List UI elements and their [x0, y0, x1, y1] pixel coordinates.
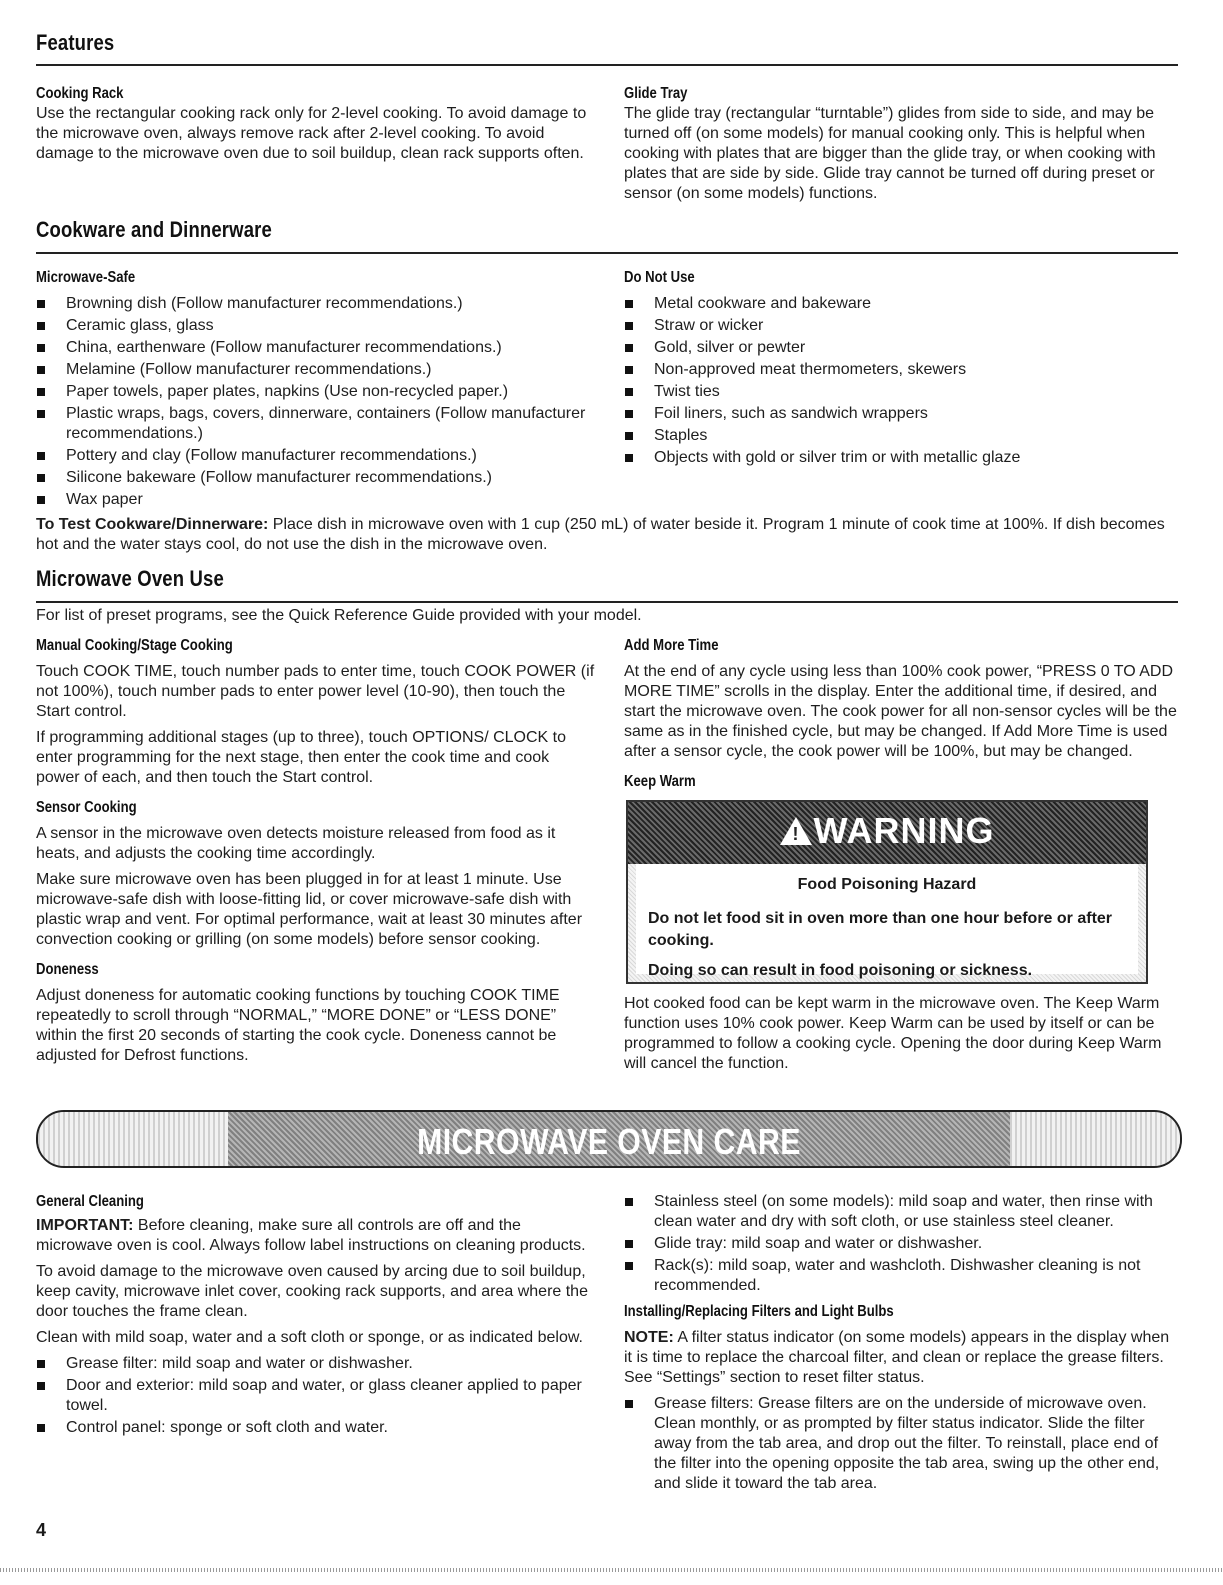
list-item: [624, 338, 1179, 358]
care-banner-title: MICROWAVE OVEN CARE: [417, 1121, 801, 1162]
cleaning-list-left: [36, 1354, 596, 1438]
bullet-icon: [625, 1198, 633, 1206]
bullet-icon: [37, 344, 45, 352]
add-more-time-p1: At the end of any cycle using less than 100% cook power, “PRESS 0 TO ADD MORE TIME” scrolls in the display. Enter the additional time, if desired, and start the microwave oven. The cook power for all non-sensor cycles will be the same as in the finished cycle, but may be changed. If Add More Time is used after a sensor cycle, the cook power will be 100%, but may be changed.: [624, 663, 1177, 760]
bullet-icon: [37, 1382, 45, 1390]
sensor-cooking-p2: Make sure microwave oven has been plugged in for at least 1 minute. Use microwave-safe dish with loose-fitting lid, or cover microwave-safe dish with plastic wrap and vent. For optimal performance, wait at least 30 minutes after convection cooking or grilling (on some models) before sensor cooking.: [36, 871, 583, 948]
general-cleaning-p2: To avoid damage to the microwave oven caused by arcing due to soil buildup, keep cavity, microwave inlet cover, cooking rack supports, and area where the door touches the frame clean.: [36, 1263, 588, 1320]
do-not-use-heading: Do Not Use: [624, 269, 695, 286]
microwave-safe-heading: Microwave-Safe: [36, 269, 136, 286]
bullet-icon: [625, 322, 633, 330]
list-item-text: Metal cookware and bakeware: [654, 295, 872, 312]
test-cookware-paragraph: [36, 515, 1181, 555]
warning-box: [626, 800, 1148, 984]
cleaning-list-right: [624, 1192, 1179, 1296]
list-item-text: Staples: [654, 427, 708, 444]
sensor-cooking-heading: Sensor Cooking: [36, 799, 137, 816]
test-cookware-label: To Test Cookware/Dinnerware:: [36, 516, 269, 533]
features-title: Features: [36, 30, 115, 55]
cooking-rack-heading: Cooking Rack: [36, 85, 124, 102]
list-item-text: Twist ties: [654, 383, 720, 400]
list-item-text: Ceramic glass, glass: [66, 317, 214, 334]
list-item-text: Foil liners, such as sandwich wrappers: [654, 405, 928, 422]
list-item: [36, 316, 596, 336]
important-paragraph: [36, 1216, 596, 1256]
list-item: [36, 338, 596, 358]
bullet-icon: [625, 1400, 633, 1408]
list-item: [36, 1418, 596, 1438]
list-item-text: Silicone bakeware (Follow manufacturer recommendations.): [66, 469, 492, 486]
list-item: [36, 382, 596, 402]
page-number: 4: [36, 1520, 47, 1540]
filters-note-label: NOTE:: [624, 1329, 674, 1346]
oven-use-rule: [36, 601, 1178, 603]
list-item-text: Gold, silver or pewter: [654, 339, 806, 356]
manual-cooking-heading: Manual Cooking/Stage Cooking: [36, 637, 233, 654]
test-cookware-text: Place dish in microwave oven with 1 cup (250 mL) of water beside it. Program 1 minute of cook time at 100%. If dish becomes hot and the water stays cool, do not use the dish in the microwave oven.: [36, 516, 1165, 553]
do-not-use-list: [624, 294, 1179, 468]
list-item-text: Door and exterior: mild soap and water, or glass cleaner applied to paper towel.: [66, 1377, 582, 1414]
manual-cooking-p1: Touch COOK TIME, touch number pads to enter time, touch COOK POWER (if not 100%), touch number pads to enter power level (10-90), then touch the Start control.: [36, 663, 595, 720]
bullet-icon: [625, 300, 633, 308]
warning-word: WARNING: [813, 810, 995, 851]
list-item-text: China, earthenware (Follow manufacturer recommendations.): [66, 339, 502, 356]
list-item-text: Pottery and clay (Follow manufacturer recommendations.): [66, 447, 477, 464]
list-item-text: Plastic wraps, bags, covers, dinnerware, containers (Follow manufacturer recommendations.): [66, 405, 586, 442]
bullet-icon: [37, 1424, 45, 1432]
filters-note-text: A filter status indicator (on some models) appears in the display when it is time to replace the charcoal filter, and clean or replace the grease filters. See “Settings” section to reset filter status.: [624, 1329, 1170, 1386]
microwave-safe-section: [36, 268, 596, 512]
list-item: [624, 448, 1179, 468]
general-cleaning-p3: Clean with mild soap, water and a soft cloth or sponge, or as indicated below.: [36, 1329, 583, 1346]
cooking-rack-section: [36, 84, 596, 170]
list-item: [624, 316, 1179, 336]
list-item-text: Paper towels, paper plates, napkins (Use non-recycled paper.): [66, 383, 509, 400]
glide-tray-section: [624, 84, 1179, 210]
bullet-icon: [625, 366, 633, 374]
bullet-icon: [37, 366, 45, 374]
bullet-icon: [625, 410, 633, 418]
list-item-text: Objects with gold or silver trim or with metallic glaze: [654, 449, 1021, 466]
list-item: [36, 468, 596, 488]
list-item: [624, 426, 1179, 446]
list-item: [36, 404, 596, 444]
list-item: [624, 1192, 1179, 1232]
oven-use-title: Microwave Oven Use: [36, 566, 224, 591]
bullet-icon: [625, 1262, 633, 1270]
list-item: [36, 446, 596, 466]
list-item-text: Melamine (Follow manufacturer recommendations.): [66, 361, 432, 378]
manual-cooking-p2: If programming additional stages (up to three), touch OPTIONS/ CLOCK to enter programming for the next stage, then enter the cook time and cook power of each, and then touch the Start control.: [36, 729, 567, 786]
cookware-rule: [36, 252, 1178, 254]
bullet-icon: [37, 410, 45, 418]
list-item: [36, 294, 596, 314]
list-item-text: Wax paper: [66, 491, 143, 508]
bullet-icon: [37, 474, 45, 482]
list-item-text: Control panel: sponge or soft cloth and water.: [66, 1419, 388, 1436]
doneness-p1: Adjust doneness for automatic cooking functions by touching COOK TIME repeatedly to scroll through “NORMAL,” “MORE DONE” or “LESS DONE” within the first 20 seconds of starting the cook cycle. Doneness cannot be adjusted for Defrost functions.: [36, 987, 560, 1064]
glide-tray-text: The glide tray (rectangular “turntable”) glides from side to side, and may be turned off (on some models) for manual cooking only. This is helpful when cooking with plates that are bigger than the glide tray, or when cooking with plates that are side by side. Glide tray cannot be turned off during preset or sensor (on some models) functions.: [624, 105, 1156, 202]
bullet-icon: [625, 1240, 633, 1248]
oven-use-intro: For list of preset programs, see the Quick Reference Guide provided with your model.: [36, 607, 642, 624]
bullet-icon: [625, 432, 633, 440]
doneness-heading: Doneness: [36, 961, 99, 978]
keep-warm-heading: Keep Warm: [624, 773, 696, 790]
keep-warm-p1: Hot cooked food can be kept warm in the microwave oven. The Keep Warm function uses 10% cook power. Keep Warm can be used by itself or can be programmed to follow a cooking cycle. Opening the door during Keep Warm will cancel the function.: [624, 995, 1162, 1072]
bullet-icon: [625, 454, 633, 462]
cooking-rack-text: Use the rectangular cooking rack only for 2-level cooking. To avoid damage to the microwave oven, always remove rack after 2-level cooking. To avoid damage to the microwave oven due to soil buildup, clean rack supports often.: [36, 105, 587, 162]
do-not-use-section: [624, 268, 1179, 470]
glide-tray-heading: Glide Tray: [624, 85, 688, 102]
bullet-icon: [37, 1360, 45, 1368]
bullet-icon: [37, 452, 45, 460]
list-item: [624, 294, 1179, 314]
oven-use-left-column: [36, 636, 596, 1072]
list-item: [624, 1256, 1179, 1296]
bullet-icon: [37, 322, 45, 330]
warning-hazard: Food Poisoning Hazard: [797, 876, 977, 893]
sensor-cooking-p1: A sensor in the microwave oven detects moisture released from food as it heats, and adjusts the cooking time accordingly.: [36, 825, 556, 862]
general-cleaning-section: [36, 1192, 596, 1440]
filters-note: [624, 1328, 1179, 1388]
warning-line-2: Doing so can result in food poisoning or sickness.: [648, 962, 1033, 979]
add-more-time-heading: Add More Time: [624, 637, 719, 654]
warning-body: [636, 864, 1138, 979]
oven-use-right-column: [624, 636, 1179, 1080]
footer-line: [0, 1568, 1223, 1572]
features-rule: [36, 64, 1178, 66]
list-item: [624, 360, 1179, 380]
list-item-text: Grease filter: mild soap and water or dishwasher.: [66, 1355, 413, 1372]
bullet-icon: [625, 344, 633, 352]
list-item-text: Non-approved meat thermometers, skewers: [654, 361, 967, 378]
list-item: [36, 490, 596, 510]
warning-triangle-icon: !: [780, 817, 812, 845]
warning-line-1: Do not let food sit in oven more than one hour before or after cooking.: [648, 910, 1113, 949]
bullet-icon: [37, 388, 45, 396]
care-banner: [36, 1110, 1182, 1168]
list-item: [624, 1394, 1179, 1494]
list-item: [36, 1376, 596, 1416]
warning-header: [628, 802, 1146, 864]
list-item: [36, 1354, 596, 1374]
list-item-text: Glide tray: mild soap and water or dishwasher.: [654, 1235, 983, 1252]
care-right-column: [624, 1192, 1179, 1496]
general-cleaning-heading: General Cleaning: [36, 1193, 144, 1210]
bullet-icon: [37, 496, 45, 504]
list-item-text: Rack(s): mild soap, water and washcloth. Dishwasher cleaning is not recommended.: [654, 1257, 1141, 1294]
list-item: [624, 1234, 1179, 1254]
filters-heading: Installing/Replacing Filters and Light Bulbs: [624, 1303, 894, 1320]
list-item-text: Browning dish (Follow manufacturer recommendations.): [66, 295, 463, 312]
microwave-safe-list: [36, 294, 596, 510]
list-item: [36, 360, 596, 380]
list-item-text: Straw or wicker: [654, 317, 764, 334]
list-item: [624, 382, 1179, 402]
cookware-title: Cookware and Dinnerware: [36, 217, 272, 242]
important-label: IMPORTANT:: [36, 1217, 134, 1234]
bullet-icon: [625, 388, 633, 396]
important-text: Before cleaning, make sure all controls are off and the microwave oven is cool. Always follow label instructions on cleaning products.: [36, 1217, 586, 1254]
list-item: [624, 404, 1179, 424]
bullet-icon: [37, 300, 45, 308]
filters-list: [624, 1394, 1179, 1494]
list-item-text: Stainless steel (on some models): mild soap and water, then rinse with clean water and dry with soft cloth, or use stainless steel cleaner.: [654, 1193, 1153, 1230]
list-item-text: Grease filters: Grease filters are on the underside of microwave oven. Clean monthly, or as prompted by filter status indicator. Slide the filter away from the tab area, and drop out the filter. To reinstall, place end of the filter into the opening opposite the tab area, swing up the other end, and slide it toward the tab area.: [654, 1395, 1160, 1492]
